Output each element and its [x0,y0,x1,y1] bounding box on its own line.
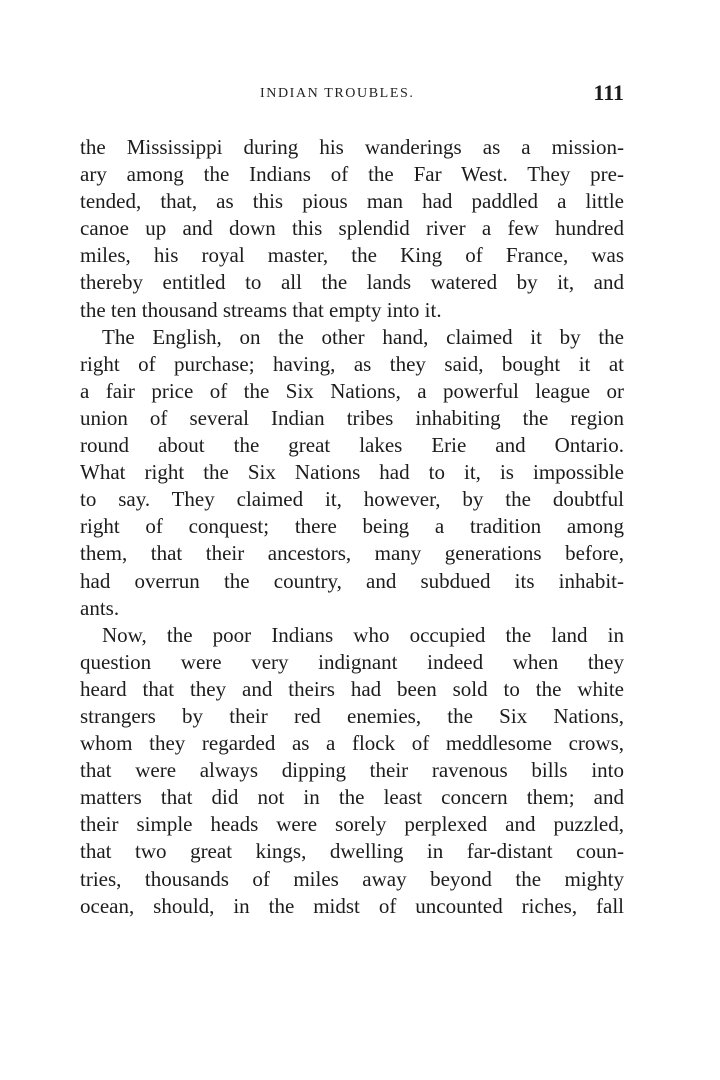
text-line: them, that their ancestors, many generations before, [80,541,624,566]
text-line: tended, that, as this pious man had paddled a little [80,189,624,214]
text-line: heard that they and theirs had been sold to the white [80,676,624,701]
text-line: union of several Indian tribes inhabiting the region [80,405,624,430]
text-line: thereby entitled to all the lands watered by it, and [80,270,624,295]
text-line: the ten thousand streams that empty into it. [80,297,442,322]
page-number: 111 [593,80,624,105]
text-line: had overrun the country, and subdued its inhabit- [80,568,624,593]
text-line: a fair price of the Six Nations, a powerful league or [80,378,624,403]
text-line: ants. [80,595,120,620]
text-line: the Mississippi during his wanderings as a mission- [80,135,624,159]
paragraph-start-line: The English, on the other hand, claimed it by the [102,324,624,349]
running-title: INDIAN TROUBLES. [260,86,415,101]
text-line: ary among the Indians of the Far West. They pre- [80,162,624,187]
page-header [80,80,624,114]
text-line: right of conquest; there being a tradition among [80,514,624,539]
text-line: canoe up and down this splendid river a few hundred [80,216,624,241]
text-line: strangers by their red enemies, the Six Nations, [80,703,624,728]
text-line: matters that did not in the least concern them; and [80,785,624,810]
text-line: miles, his royal master, the King of France, was [80,243,624,268]
text-line: right of purchase; having, as they said, bought it at [80,351,624,376]
text-line: question were very indignant indeed when they [80,649,624,674]
body-text [80,134,624,920]
text-line: their simple heads were sorely perplexed and puzzled, [80,812,624,837]
text-line: that two great kings, dwelling in far-distant coun- [80,839,624,864]
text-line: to say. They claimed it, however, by the doubtful [80,487,624,512]
text-line: whom they regarded as a flock of meddlesome crows, [80,731,624,756]
paragraph-start-line: Now, the poor Indians who occupied the land in [102,622,624,647]
text-line: tries, thousands of miles away beyond the mighty [80,866,624,891]
text-line: What right the Six Nations had to it, is impossible [80,460,624,485]
text-line: round about the great lakes Erie and Ontario. [80,433,624,458]
text-line: that were always dipping their ravenous bills into [80,758,624,783]
text-line: ocean, should, in the midst of uncounted riches, fall [80,893,624,918]
